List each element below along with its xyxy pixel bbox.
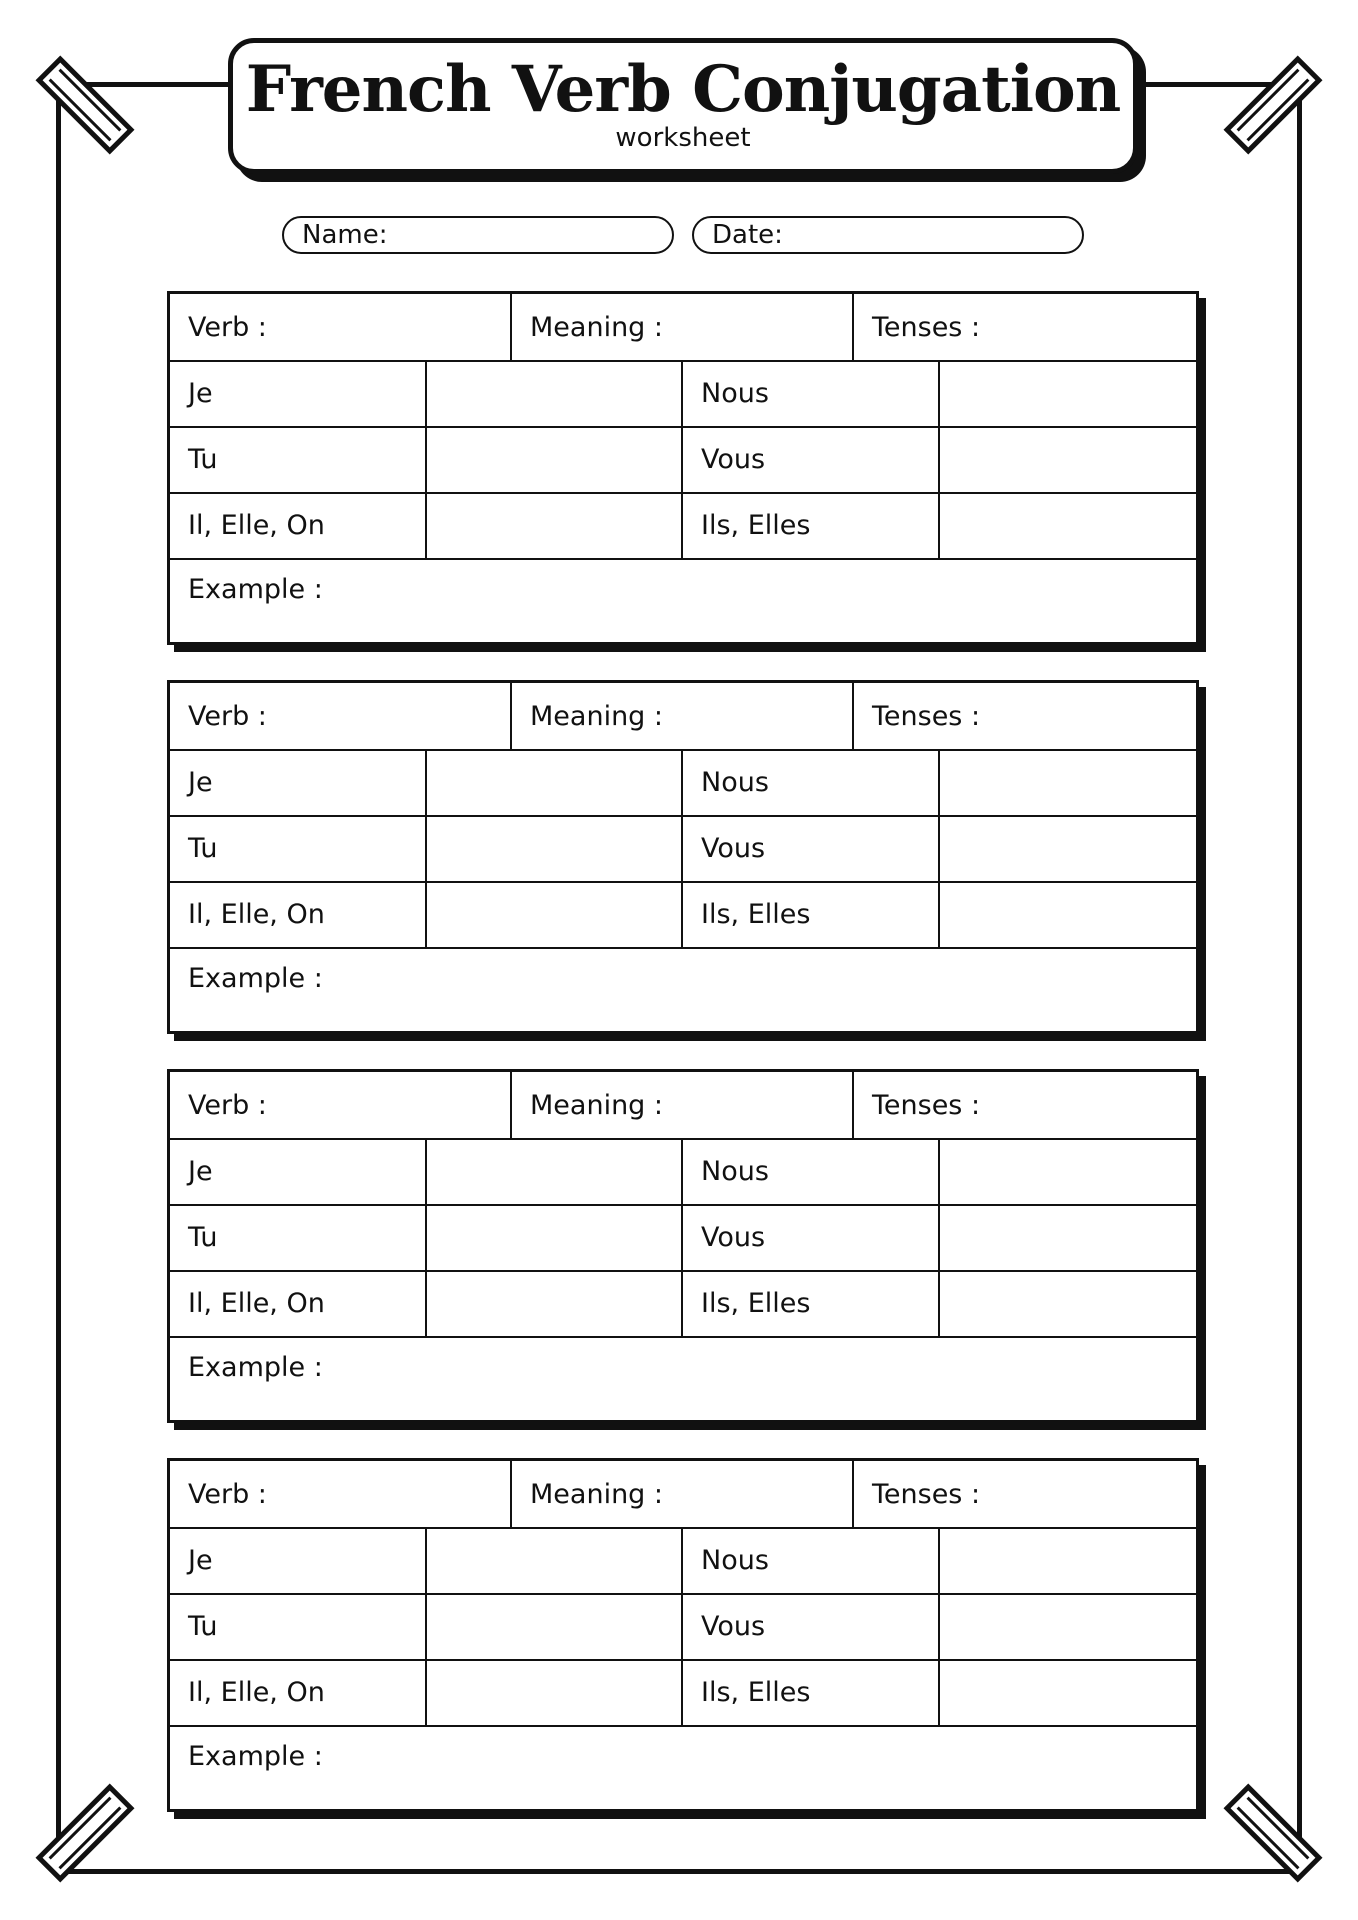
answer-field[interactable]	[427, 360, 684, 426]
tenses-field[interactable]	[854, 294, 1196, 360]
answer-field[interactable]	[940, 1527, 1197, 1593]
pronoun-label: Ils, Elles	[683, 492, 940, 558]
tenses-label: Tenses :	[872, 1478, 981, 1510]
answer-field[interactable]	[940, 1659, 1197, 1725]
example-field[interactable]	[170, 1336, 1196, 1420]
answer-field[interactable]	[940, 1204, 1197, 1270]
answer-field[interactable]	[940, 815, 1197, 881]
tenses-field[interactable]	[854, 1072, 1196, 1138]
answer-field[interactable]	[940, 1270, 1197, 1336]
verb-label: Verb :	[188, 1478, 267, 1510]
verb-field[interactable]	[170, 683, 512, 749]
example-label: Example :	[188, 574, 323, 605]
answer-field[interactable]	[940, 426, 1197, 492]
pronoun-label: Il, Elle, On	[170, 492, 427, 558]
pronoun-label: Vous	[683, 1204, 940, 1270]
conjugation-row	[170, 426, 1196, 494]
pronoun-label: Je	[170, 1138, 427, 1204]
pronoun-label: Je	[170, 360, 427, 426]
example-field[interactable]	[170, 558, 1196, 642]
title-banner	[228, 38, 1138, 174]
example-label: Example :	[188, 1352, 323, 1383]
header-row	[170, 294, 1196, 362]
meaning-field[interactable]	[512, 294, 854, 360]
answer-field[interactable]	[427, 1593, 684, 1659]
conjugation-row	[170, 881, 1196, 949]
header-row	[170, 1072, 1196, 1140]
conjugation-row	[170, 1204, 1196, 1272]
pronoun-label: Tu	[170, 1204, 427, 1270]
meaning-label: Meaning :	[530, 311, 663, 343]
verb-field[interactable]	[170, 294, 512, 360]
conjugation-table	[167, 680, 1199, 1034]
conjugation-table	[167, 1458, 1199, 1812]
answer-field[interactable]	[427, 492, 684, 558]
conjugation-row	[170, 1270, 1196, 1338]
paper-clip-top-left-icon	[30, 50, 140, 160]
example-label: Example :	[188, 963, 323, 994]
answer-field[interactable]	[427, 1659, 684, 1725]
answer-field[interactable]	[427, 426, 684, 492]
tenses-label: Tenses :	[872, 311, 981, 343]
example-field[interactable]	[170, 1725, 1196, 1809]
answer-field[interactable]	[427, 1527, 684, 1593]
pronoun-label: Je	[170, 1527, 427, 1593]
conjugation-row	[170, 1659, 1196, 1727]
paper-clip-bottom-left-icon	[30, 1778, 140, 1888]
meaning-label: Meaning :	[530, 700, 663, 732]
answer-field[interactable]	[940, 492, 1197, 558]
tenses-label: Tenses :	[872, 1089, 981, 1121]
pronoun-label: Vous	[683, 815, 940, 881]
pronoun-label: Vous	[683, 426, 940, 492]
page-title: French Verb Conjugation	[245, 52, 1121, 127]
answer-field[interactable]	[427, 1270, 684, 1336]
pronoun-label: Il, Elle, On	[170, 1659, 427, 1725]
paper-clip-bottom-right-icon	[1218, 1778, 1328, 1888]
meaning-field[interactable]	[512, 1072, 854, 1138]
verb-field[interactable]	[170, 1072, 512, 1138]
pronoun-label: Je	[170, 749, 427, 815]
answer-field[interactable]	[427, 1204, 684, 1270]
verb-label: Verb :	[188, 311, 267, 343]
pronoun-label: Tu	[170, 426, 427, 492]
header-row	[170, 1461, 1196, 1529]
answer-field[interactable]	[427, 1138, 684, 1204]
answer-field[interactable]	[427, 815, 684, 881]
meaning-field[interactable]	[512, 1461, 854, 1527]
conjugation-row	[170, 749, 1196, 817]
verb-field[interactable]	[170, 1461, 512, 1527]
conjugation-row	[170, 1593, 1196, 1661]
pronoun-label: Tu	[170, 1593, 427, 1659]
conjugation-row	[170, 492, 1196, 560]
answer-field[interactable]	[940, 881, 1197, 947]
meaning-label: Meaning :	[530, 1478, 663, 1510]
conjugation-row	[170, 1138, 1196, 1206]
answer-field[interactable]	[427, 749, 684, 815]
example-label: Example :	[188, 1741, 323, 1772]
verb-label: Verb :	[188, 700, 267, 732]
pronoun-label: Il, Elle, On	[170, 881, 427, 947]
pronoun-label: Ils, Elles	[683, 1270, 940, 1336]
answer-field[interactable]	[427, 881, 684, 947]
verb-label: Verb :	[188, 1089, 267, 1121]
header-row	[170, 683, 1196, 751]
date-label: Date:	[712, 220, 783, 250]
pronoun-label: Nous	[683, 1138, 940, 1204]
conjugation-row	[170, 1527, 1196, 1595]
date-field[interactable]	[692, 216, 1084, 254]
paper-clip-top-right-icon	[1218, 50, 1328, 160]
pronoun-label: Tu	[170, 815, 427, 881]
pronoun-label: Il, Elle, On	[170, 1270, 427, 1336]
tenses-label: Tenses :	[872, 700, 981, 732]
answer-field[interactable]	[940, 360, 1197, 426]
answer-field[interactable]	[940, 1138, 1197, 1204]
name-label: Name:	[302, 220, 388, 250]
pronoun-label: Ils, Elles	[683, 881, 940, 947]
page-subtitle: worksheet	[615, 123, 751, 154]
pronoun-label: Ils, Elles	[683, 1659, 940, 1725]
tenses-field[interactable]	[854, 683, 1196, 749]
meaning-field[interactable]	[512, 683, 854, 749]
example-field[interactable]	[170, 947, 1196, 1031]
conjugation-row	[170, 815, 1196, 883]
pronoun-label: Nous	[683, 749, 940, 815]
meaning-label: Meaning :	[530, 1089, 663, 1121]
pronoun-label: Vous	[683, 1593, 940, 1659]
name-field[interactable]	[282, 216, 674, 254]
answer-field[interactable]	[940, 1593, 1197, 1659]
conjugation-table	[167, 1069, 1199, 1423]
tenses-field[interactable]	[854, 1461, 1196, 1527]
answer-field[interactable]	[940, 749, 1197, 815]
conjugation-table	[167, 291, 1199, 645]
conjugation-row	[170, 360, 1196, 428]
pronoun-label: Nous	[683, 360, 940, 426]
pronoun-label: Nous	[683, 1527, 940, 1593]
